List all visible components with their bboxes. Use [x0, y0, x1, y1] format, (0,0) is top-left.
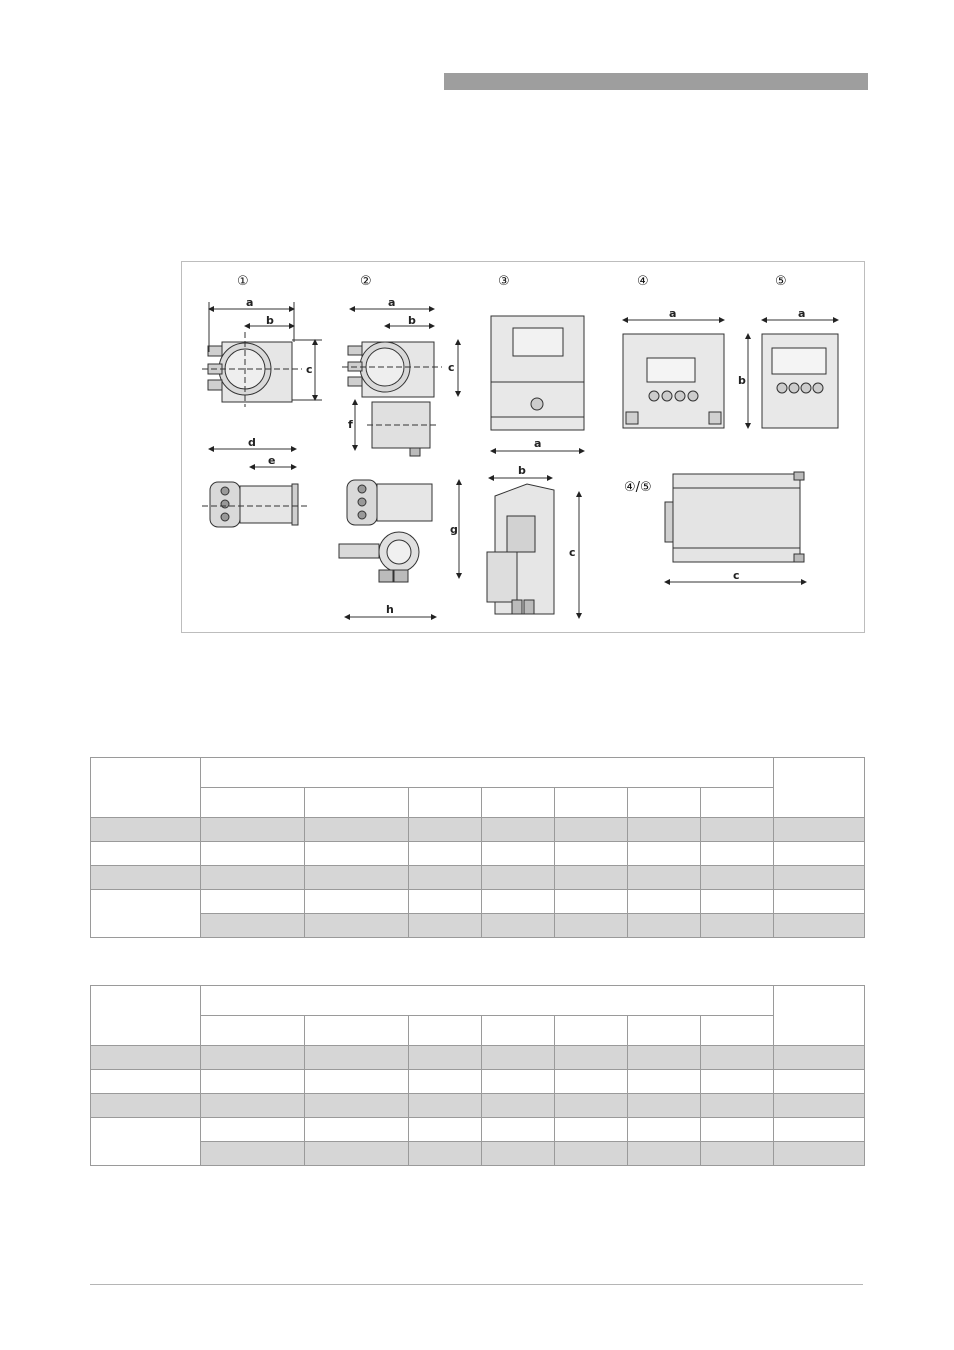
- table-2-header-cell: [91, 986, 201, 1046]
- housing-4-front: [623, 334, 724, 428]
- table-1-header-cell: [774, 758, 865, 818]
- table-row: [91, 842, 865, 866]
- table-row: [91, 1118, 865, 1142]
- dim-c-45: c: [733, 569, 740, 582]
- table-row: [91, 1070, 865, 1094]
- table-row: [91, 1094, 865, 1118]
- table-1-subheader-cell: [628, 788, 701, 818]
- table-2-header-cell: [201, 986, 774, 1016]
- housing-3-side: [487, 484, 554, 614]
- dimension-drawing: [181, 261, 865, 633]
- variant-5-number: ⑤: [775, 274, 787, 289]
- housing-1-front: [202, 332, 302, 407]
- table-1-subheader-cell: [201, 788, 305, 818]
- table-row: [91, 1046, 865, 1070]
- dim-c-1: c: [306, 363, 313, 376]
- table-1-header-cell: [91, 758, 201, 818]
- dimensions-table-1: [90, 757, 865, 938]
- dim-b-4: b: [738, 374, 746, 387]
- table-1-subheader-cell: [701, 788, 774, 818]
- housing-1-side: [202, 482, 307, 527]
- dim-b-1: b: [266, 314, 274, 327]
- dim-a-2: a: [388, 296, 396, 309]
- table-1-subheader-cell: [305, 788, 409, 818]
- table-row: [91, 914, 865, 938]
- dim-b-2: b: [408, 314, 416, 327]
- variant-4-number: ④: [637, 274, 649, 289]
- dim-g-2: g: [450, 523, 458, 536]
- housing-2-side: [339, 480, 432, 582]
- table-1-subheader-cell: [409, 788, 482, 818]
- table-2-header-cell: [774, 986, 865, 1046]
- header-bar: [444, 73, 868, 90]
- table-2-subheader-cell: [482, 1016, 555, 1046]
- dimensions-table-2: [90, 985, 865, 1166]
- dim-h-2: h: [386, 603, 394, 616]
- table-2-subheader-cell: [305, 1016, 409, 1046]
- table-row: [91, 1142, 865, 1166]
- dim-e-1: e: [268, 454, 276, 467]
- housing-3-front: [491, 316, 584, 430]
- table-2-subheader-cell: [628, 1016, 701, 1046]
- dim-c-3: c: [569, 546, 576, 559]
- table-2-subheader-cell: [201, 1016, 305, 1046]
- housing-5-front: [762, 334, 838, 428]
- table-1-header-cell: [201, 758, 774, 788]
- dim-a-5: a: [798, 307, 806, 320]
- dim-c-2: c: [448, 361, 455, 374]
- table-row: [91, 818, 865, 842]
- variant-3-number: ③: [498, 274, 510, 289]
- dimension-drawing-svg: [182, 262, 866, 634]
- dim-a-1: a: [246, 296, 254, 309]
- table-2-subheader-cell: [409, 1016, 482, 1046]
- dim-a-4: a: [669, 307, 677, 320]
- footer-rule: [90, 1284, 863, 1285]
- variant-2-number: ②: [360, 274, 372, 289]
- variant-1-number: ①: [237, 274, 249, 289]
- dim-f-2: f: [348, 418, 353, 431]
- variant-45-number: ④/⑤: [624, 480, 652, 495]
- housing-2-front: [342, 342, 442, 456]
- table-row: [91, 866, 865, 890]
- table-1-subheader-cell: [482, 788, 555, 818]
- table-2-subheader-cell: [701, 1016, 774, 1046]
- table-row: [91, 890, 865, 914]
- table-2-subheader-cell: [555, 1016, 628, 1046]
- dim-d-1: d: [248, 436, 256, 449]
- dim-a-3: a: [534, 437, 542, 450]
- table-1-subheader-cell: [555, 788, 628, 818]
- dim-b-3: b: [518, 464, 526, 477]
- housing-45-side: [665, 472, 804, 562]
